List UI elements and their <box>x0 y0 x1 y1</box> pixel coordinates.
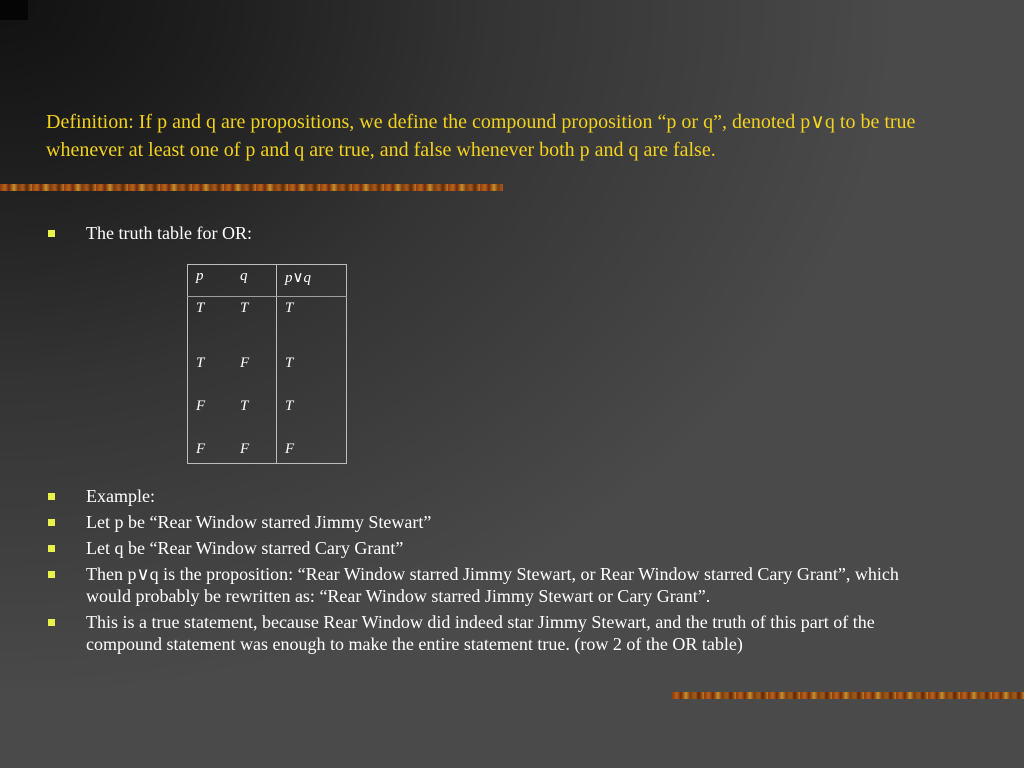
square-bullet-icon <box>48 545 55 552</box>
list-item <box>48 485 948 507</box>
decorative-stripe-top <box>0 184 503 191</box>
intro-list <box>48 222 252 248</box>
truth-table-intro: The truth table for OR: <box>86 223 252 243</box>
table-cell: T <box>196 355 205 371</box>
table-row <box>188 438 347 464</box>
column-header-q: q <box>232 265 277 297</box>
table-cell: T <box>277 395 347 438</box>
table-row <box>188 352 347 395</box>
table-cell: F <box>196 441 206 457</box>
table-cell: F <box>240 441 250 457</box>
square-bullet-icon <box>48 571 55 578</box>
table-cell: T <box>240 300 249 316</box>
table-cell: F <box>277 438 347 464</box>
list-item <box>48 563 948 607</box>
square-bullet-icon <box>48 230 55 237</box>
column-header-p-or-q: p∨q <box>277 265 347 297</box>
table-cell: T <box>277 352 347 395</box>
square-bullet-icon <box>48 493 55 500</box>
table-cell: T <box>240 398 249 414</box>
let-p-text: Let p be “Rear Window starred Jimmy Stewart” <box>86 512 432 532</box>
corner-block <box>0 0 28 20</box>
table-header-row <box>188 265 347 297</box>
proposition-text: Then p∨q is the proposition: “Rear Window starred Jimmy Stewart, or Rear Window starred Cary Grant”, which would probably be rewritten as: “Rear Window starred Jimmy Stewart or Cary Grant”. <box>86 564 899 606</box>
table-cell: F <box>196 398 206 414</box>
decorative-stripe-bottom <box>672 692 1024 699</box>
definition-text: Definition: If p and q are propositions, we define the compound proposition “p or q”, denoted p∨q to be true whenever at least one of p and q are true, and false whenever both p and q are false. <box>46 111 916 161</box>
square-bullet-icon <box>48 519 55 526</box>
let-q-text: Let q be “Rear Window starred Cary Grant” <box>86 538 404 558</box>
square-bullet-icon <box>48 619 55 626</box>
list-item <box>48 222 252 244</box>
table-cell: T <box>277 297 347 353</box>
list-item <box>48 511 948 533</box>
table-row <box>188 297 347 353</box>
table-cell: F <box>240 355 250 371</box>
explanation-text: This is a true statement, because Rear Window did indeed star Jimmy Stewart, and the truth of this part of the compound statement was enough to make the entire statement true. (row 2 of the OR table) <box>86 612 875 654</box>
table-row <box>188 395 347 438</box>
example-list <box>48 485 948 659</box>
list-item <box>48 537 948 559</box>
example-heading: Example: <box>86 486 155 506</box>
list-item <box>48 611 948 655</box>
or-truth-table <box>187 264 347 464</box>
column-header-p: p <box>188 265 233 297</box>
table-cell: T <box>196 300 205 316</box>
